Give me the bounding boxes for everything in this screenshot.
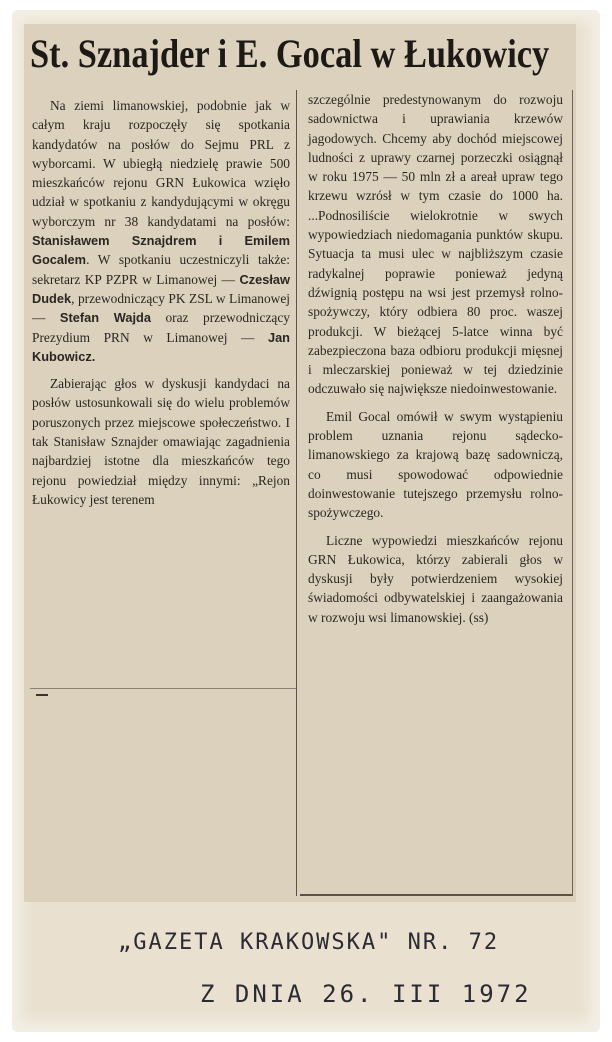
article-paragraph-5: Liczne wypowiedzi mieszkańców rejonu GRN Łukowica, którzy zabierali głos w dyskusji były potwierdzeniem wysokiej świadomości odbywatelskiej i zaangażowania w rozwoju wsi limanowskiej. (ss): [308, 532, 563, 625]
handwritten-date-note: Z DNIA 26. III 1972: [200, 980, 532, 1008]
article-end-rule: [300, 894, 572, 896]
person-name: Czesław Dudek: [32, 271, 290, 306]
article-headline: St. Sznajder i E. Gocal w Łukowicy: [30, 31, 550, 76]
article-paragraph-3: szczególnie predestynowanym do rozwoju sadownictwa i uprawiania krzewów jagodowych. Chcemy aby dochód miejscowej ludności z uprawy czarnej porzeczki osiągnął w roku 1975 — 50 mln zł a areał upraw tego krzewu wzrósł w tym czasie do 1000 ha. ...Podnosiliście wielokrotnie w swych wypowiedziach niedomagania punktów skupu. Sytuacja ta musi ulec w najbliższym czasie radykalnej poprawie ponieważ jedyną dźwignią postępu na wsi jest przemysł rolno-spożywczy, który odbiera 80 proc. waszej produkcji. W bieżącej 5-latce winna być zabezpieczona baza odbioru produkcji mięsnej i mleczarskiej ponieważ w tej dziedzinie odczuwało się największe niedoinwestowanie.: [308, 92, 563, 397]
person-name: Stefan Wajda: [59, 310, 151, 326]
column-border-right: [572, 90, 573, 896]
person-name: Jan Kubowicz.: [32, 329, 291, 364]
column-divider: [296, 90, 297, 896]
article-paragraph-2: Zabierając głos w dyskusji kandydaci na posłów ustosunkowali się do wielu problemów poruszonych przez miejscowe społeczeństwo. I tak Stanisław Sznajder omawiając zagadnienia najbardziej istotne dla mieszkańców tego rejonu powiedział między innymi: „Rejon Łukowicy jest terenem: [32, 376, 290, 507]
left-column-end-rule: [30, 688, 296, 689]
handwritten-source-note: „GAZETA KRAKOWSKA" NR. 72: [118, 930, 500, 955]
article-column-left: [32, 96, 290, 686]
article-paragraph-4: Emil Gocal omówił w swym wystąpieniu problem uznania rejonu sądecko-limanowskiego za krajową bazę sadowniczą, co musi spowodować odpowiednie doinwestowanie tutejszego przemysłu rolno-spożywczego.: [308, 408, 563, 521]
candidate-names: Stanisławem Sznajdrem i Emilem Gocalem: [32, 233, 290, 268]
article-paragraph-1: Na ziemi limanowskiej, podobnie jak w całym kraju rozpoczęły się spotkania kandydatów na posłów do Sejmu PRL z wyborcami. W ubiegłą niedzielę prawie 500 mieszkańców rejonu GRN Łukowica wzięło udział w spotkaniu z kandydującymi w okręgu wyborczym nr 38 kandydatami na posłów: Stanisławem Sznajdrem i Emilem Gocalem. W spotkaniu uczestniczyli także: sekretarz KP PZPR w Limanowej — Czesław Dudek, przewodniczący PK ZSL w Limanowej — Stefan Wajda oraz przewodniczący Prezydium PRN w Limanowej — Jan Kubowicz.: [32, 98, 291, 364]
article-column-right: [308, 90, 563, 880]
end-dash: [36, 694, 48, 696]
